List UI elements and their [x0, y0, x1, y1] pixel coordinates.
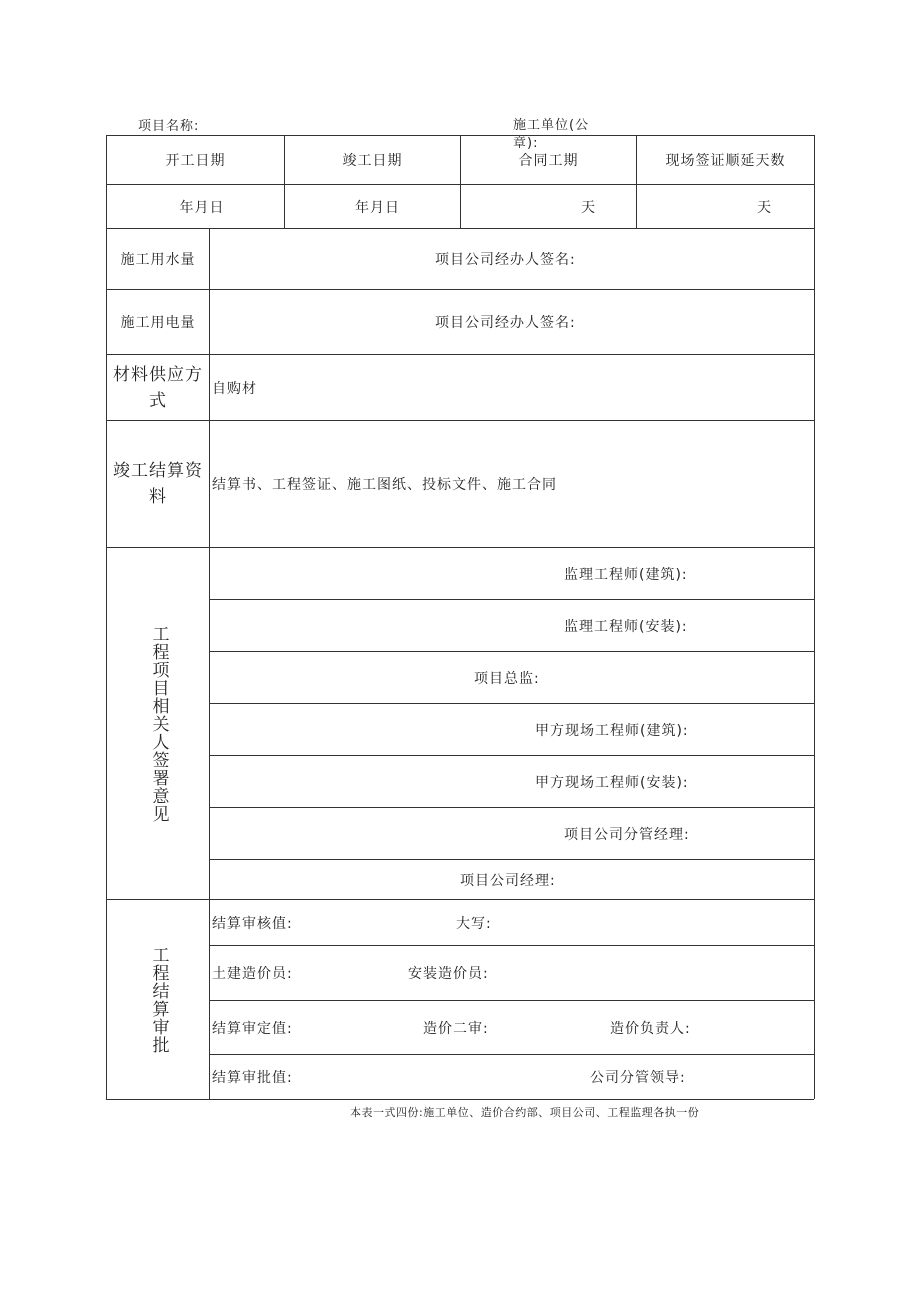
start-date-value: 年月日	[179, 199, 225, 216]
contract-duration-header: 合同工期	[518, 153, 579, 169]
approval-label-text: 工程结算审批	[148, 945, 169, 1054]
cost-head: 造价负责人:	[610, 1020, 691, 1037]
table-border-right	[814, 135, 815, 1099]
grid-line	[209, 1000, 814, 1001]
supervisor-architecture: 监理工程师(建筑):	[564, 566, 688, 583]
grid-line	[209, 945, 814, 946]
grid-line	[209, 228, 210, 1099]
audit-value: 结算审核值:	[212, 915, 293, 932]
project-manager: 项目公司经理:	[460, 872, 556, 889]
grid-line	[209, 807, 814, 808]
deputy-manager: 项目公司分管经理:	[564, 826, 690, 843]
completion-date-header: 竣工日期	[342, 153, 403, 169]
water-usage-label: 施工用水量	[120, 252, 196, 268]
completion-date-value: 年月日	[355, 199, 400, 216]
grid-line	[209, 599, 814, 600]
install-cost-estimator: 安装造价员:	[408, 966, 489, 982]
settlement-label-line2: 料	[149, 487, 167, 507]
civil-cost-estimator: 土建造价员:	[212, 966, 293, 982]
owner-engineer-architecture: 甲方现场工程师(建筑):	[535, 722, 689, 739]
settlement-docs-label	[107, 421, 209, 547]
owner-engineer-installation: 甲方现场工程师(安装):	[535, 774, 689, 791]
grid-line	[209, 703, 814, 704]
opinions-label-text: 工程项目相关人签署意见	[148, 624, 169, 823]
contractor-label-line2: 章):	[513, 136, 539, 151]
chief-supervisor: 项目总监:	[474, 670, 540, 687]
final-value: 结算审定值:	[212, 1020, 293, 1037]
settlement-docs-value: 结算书、工程签证、施工图纸、投标文件、施工合同	[212, 477, 557, 493]
material-label-line2: 式	[149, 390, 167, 411]
grid-line	[209, 755, 814, 756]
company-leader: 公司分管领导:	[590, 1070, 686, 1086]
second-review: 造价二审:	[423, 1020, 489, 1037]
extension-days-value: 天	[757, 199, 772, 216]
material-supply-label	[107, 355, 209, 420]
approval-section-label	[107, 900, 209, 1099]
supervisor-installation: 监理工程师(安装):	[564, 618, 688, 635]
contract-duration-value: 天	[581, 199, 596, 216]
grid-line	[106, 547, 814, 548]
contractor-label-line1: 施工单位(公	[513, 118, 590, 133]
electricity-signature: 项目公司经办人签名:	[435, 315, 576, 331]
start-date-header: 开工日期	[165, 153, 226, 169]
settlement-label-line1: 竣工结算资	[113, 461, 203, 481]
opinions-section-label	[107, 548, 209, 899]
approval-value: 结算审批值:	[212, 1070, 293, 1086]
uppercase-amount: 大写:	[456, 915, 492, 932]
footer-note: 本表一式四份:施工单位、造价合约部、项目公司、工程监理各执一份	[350, 1106, 700, 1119]
table-border-bottom	[106, 1099, 814, 1100]
extension-days-header: 现场签证顺延天数	[665, 153, 786, 169]
material-label-line1: 材料供应方	[113, 364, 203, 385]
electricity-usage-label: 施工用电量	[120, 315, 196, 331]
material-supply-value: 自购材	[212, 380, 257, 397]
water-signature: 项目公司经办人签名:	[435, 252, 576, 268]
project-name-label: 项目名称:	[138, 119, 200, 134]
grid-line	[209, 1054, 814, 1055]
